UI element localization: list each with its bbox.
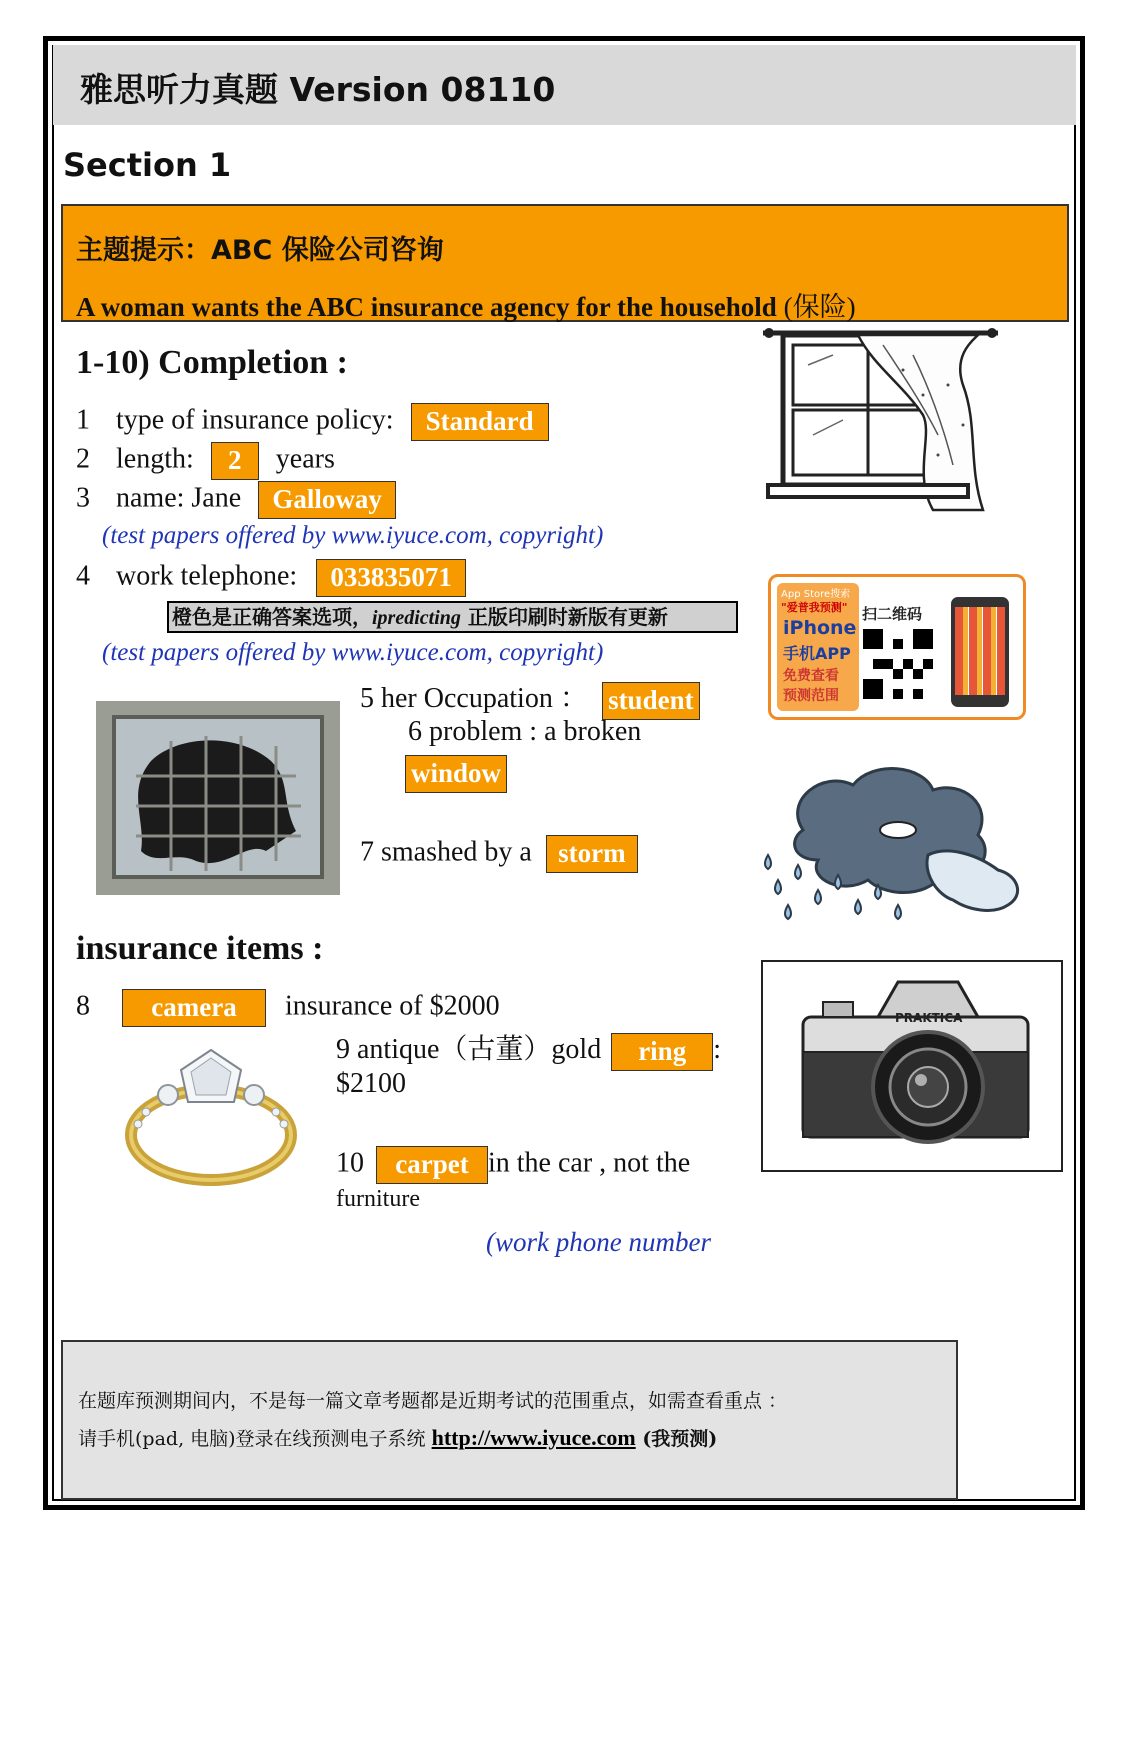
question-10-cont: furniture: [336, 1186, 420, 1212]
window-curtain-icon: [763, 325, 998, 515]
app-ad-scan: 扫二维码: [862, 605, 923, 623]
answer-4: 033835071: [316, 559, 466, 597]
question-6: 6 problem : a broken: [408, 716, 642, 747]
camera-brand-label: PRAKTICA: [895, 1011, 963, 1025]
question-2: 2 length: 2 years: [76, 442, 335, 480]
answer-6: window: [405, 755, 507, 793]
answer-7: storm: [546, 835, 638, 873]
qr-code-icon: [863, 629, 933, 699]
question-8: 8 camera insurance of $2000: [76, 989, 500, 1027]
page-title: 雅思听力真题 Version 08110: [80, 70, 556, 109]
iyuce-link[interactable]: http://www.iyuce.com: [431, 1425, 636, 1450]
answer-1: Standard: [411, 403, 549, 441]
footer-box: [61, 1340, 958, 1500]
question-5: 5 her Occupation ： student: [360, 676, 700, 720]
question-4: 4 work telephone: 033835071: [76, 559, 466, 597]
broken-window-photo: [96, 701, 340, 895]
app-advertisement: [768, 574, 1026, 720]
answer-10: carpet: [376, 1146, 488, 1184]
footer-line-2: 请手机(pad, 电脑)登录在线预测电子系统 http://www.iyuce.com (我预测): [78, 1425, 718, 1450]
gold-ring-icon: [116, 1040, 306, 1200]
storm-cloud-icon: [763, 760, 1028, 935]
question-6-answer-line: [405, 755, 507, 793]
app-ad-line6: 预测范围: [783, 688, 839, 704]
question-3: 3 name: Jane Galloway: [76, 481, 396, 519]
section-heading: Section 1: [63, 146, 232, 184]
answer-8: camera: [122, 989, 266, 1027]
question-9: 9 antique（古董）gold ring :: [336, 1027, 721, 1071]
camera-icon: [763, 962, 1061, 1170]
answer-notice-banner: 橙色是正确答案选项，ipredicting 正版印刷时新版有更新: [167, 601, 738, 633]
work-phone-note: (work phone number: [486, 1227, 711, 1257]
answer-9: ring: [611, 1033, 713, 1071]
app-ad-line2: "爱普我预测": [781, 601, 848, 614]
completion-heading: 1-10) Completion :: [76, 344, 348, 381]
answer-2: 2: [211, 442, 259, 480]
answer-3: Galloway: [258, 481, 396, 519]
copyright-note-1: (test papers offered by www.iyuce.com, copyright): [102, 522, 604, 549]
app-ad-line5: 免费查看: [783, 668, 839, 684]
insurance-items-heading: insurance items :: [76, 930, 324, 967]
question-9-price: $2100: [336, 1068, 406, 1099]
footer-line-1: 在题库预测期间内，不是每一篇文章考题都是近期考试的范围重点，如需查看重点 ：: [78, 1390, 788, 1412]
question-10: 10 carpet in the car , not the: [336, 1146, 690, 1184]
answer-5: student: [602, 682, 700, 720]
question-1: 1 type of insurance policy: Standard: [76, 403, 549, 441]
phone-icon: [951, 597, 1009, 707]
camera-picture-frame: [761, 960, 1063, 1172]
topic-description: A woman wants the ABC insurance agency for the household (保险): [76, 292, 856, 322]
copyright-note-2: (test papers offered by www.iyuce.com, copyright): [102, 639, 604, 666]
app-ad-line4: 手机APP: [783, 644, 851, 663]
question-7: 7 smashed by a storm: [360, 835, 638, 873]
topic-label: 主题提示：ABC 保险公司咨询: [76, 235, 444, 266]
app-ad-line1: App Store搜索: [781, 589, 851, 600]
app-ad-line3: iPhone: [783, 617, 857, 639]
